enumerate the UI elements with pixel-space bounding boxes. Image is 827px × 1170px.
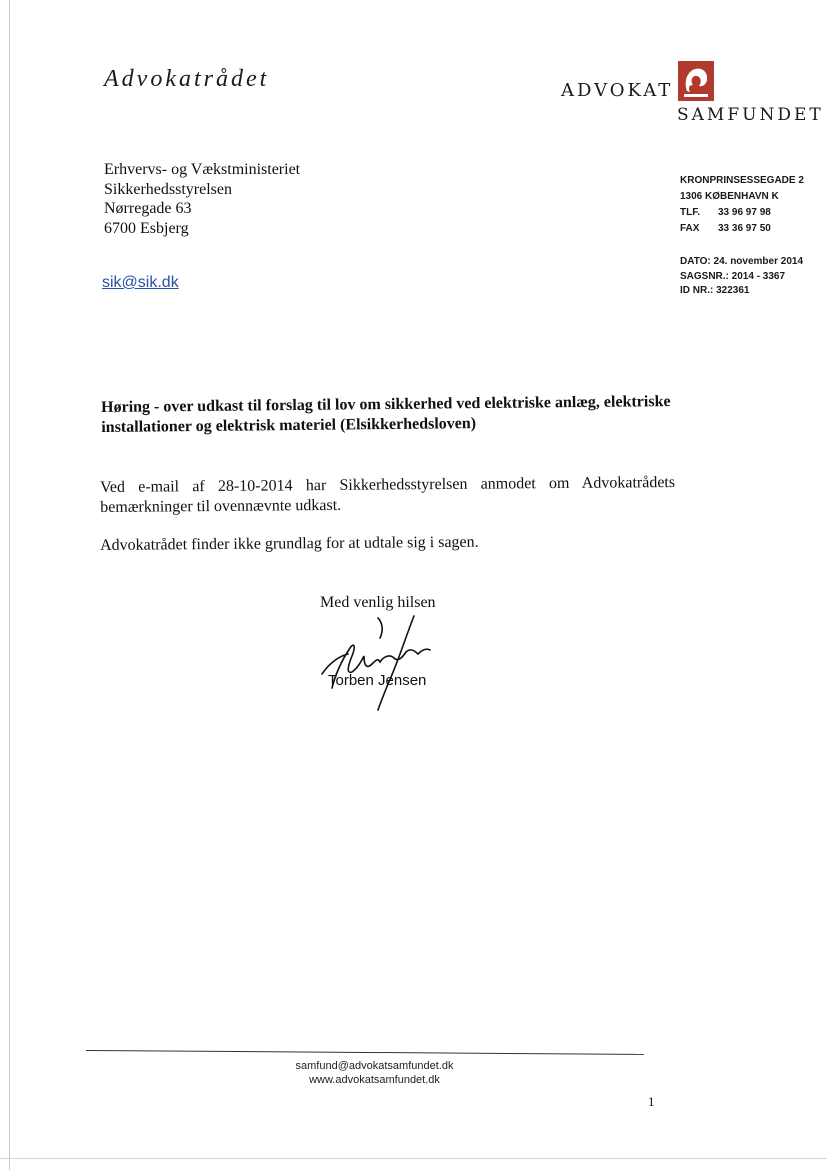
sender-address xyxy=(680,173,804,237)
recipient-address xyxy=(104,160,300,238)
page-edge-left xyxy=(9,0,10,1170)
recipient-line: Sikkerhedsstyrelsen xyxy=(104,180,232,198)
fax-number: 33 36 97 50 xyxy=(718,223,771,234)
handwritten-signature xyxy=(318,612,443,712)
fax-label: FAX xyxy=(680,223,700,234)
page-edge-bottom xyxy=(0,1158,827,1159)
letter-subject: Høring - over udkast til forslag til lov om sikkerhed ved elektriske anlæg, elektriske installationer og elektrisk materiel (Elsikkerhedsloven) xyxy=(101,393,671,436)
phone-label: TLF. xyxy=(680,207,700,218)
signer-name: Torben Jensen xyxy=(328,672,427,689)
recipient-line: Erhvervs- og Vækstministeriet xyxy=(104,161,301,178)
footer-website: www.advokatsamfundet.dk xyxy=(309,1074,440,1086)
advokatraadet-wordmark: Advokatrådet xyxy=(104,66,270,92)
advokatsamfundet-logo-icon xyxy=(678,61,714,101)
sender-phone xyxy=(680,205,804,221)
footer-email: samfund@advokatsamfundet.dk xyxy=(295,1060,454,1072)
sender-city: 1306 KØBENHAVN K xyxy=(680,191,779,202)
sender-street: KRONPRINSESSEGADE 2 xyxy=(680,175,804,186)
case-number: SAGSNR.: 2014 - 3367 xyxy=(680,270,786,282)
id-number: ID NR.: 322361 xyxy=(680,285,750,296)
closing-greeting: Med venlig hilsen xyxy=(320,594,436,611)
page-number: 1 xyxy=(648,1094,655,1109)
letter-date: DATO: 24. november 2014 xyxy=(680,256,804,267)
logo-text-samfundet: SAMFUNDET xyxy=(677,105,824,125)
letter-metadata xyxy=(680,255,803,299)
recipient-line: Nørregade 63 xyxy=(104,200,192,217)
body-paragraph-1: Ved e-mail af 28-10-2014 har Sikkerhedsstyrelsen anmodet om Advokatrådets bemærkninger til ovennævnte udkast. xyxy=(100,473,676,516)
logo-text-advokat: ADVOKAT xyxy=(561,80,674,101)
recipient-line: 6700 Esbjerg xyxy=(104,219,189,237)
body-paragraph-2: Advokatrådet finder ikke grundlag for at udtale sig i sagen. xyxy=(100,533,479,554)
sender-fax xyxy=(680,221,804,237)
footer-divider xyxy=(86,1050,644,1055)
phone-number: 33 96 97 98 xyxy=(718,207,771,218)
recipient-email-link[interactable]: sik@sik.dk xyxy=(102,274,179,291)
